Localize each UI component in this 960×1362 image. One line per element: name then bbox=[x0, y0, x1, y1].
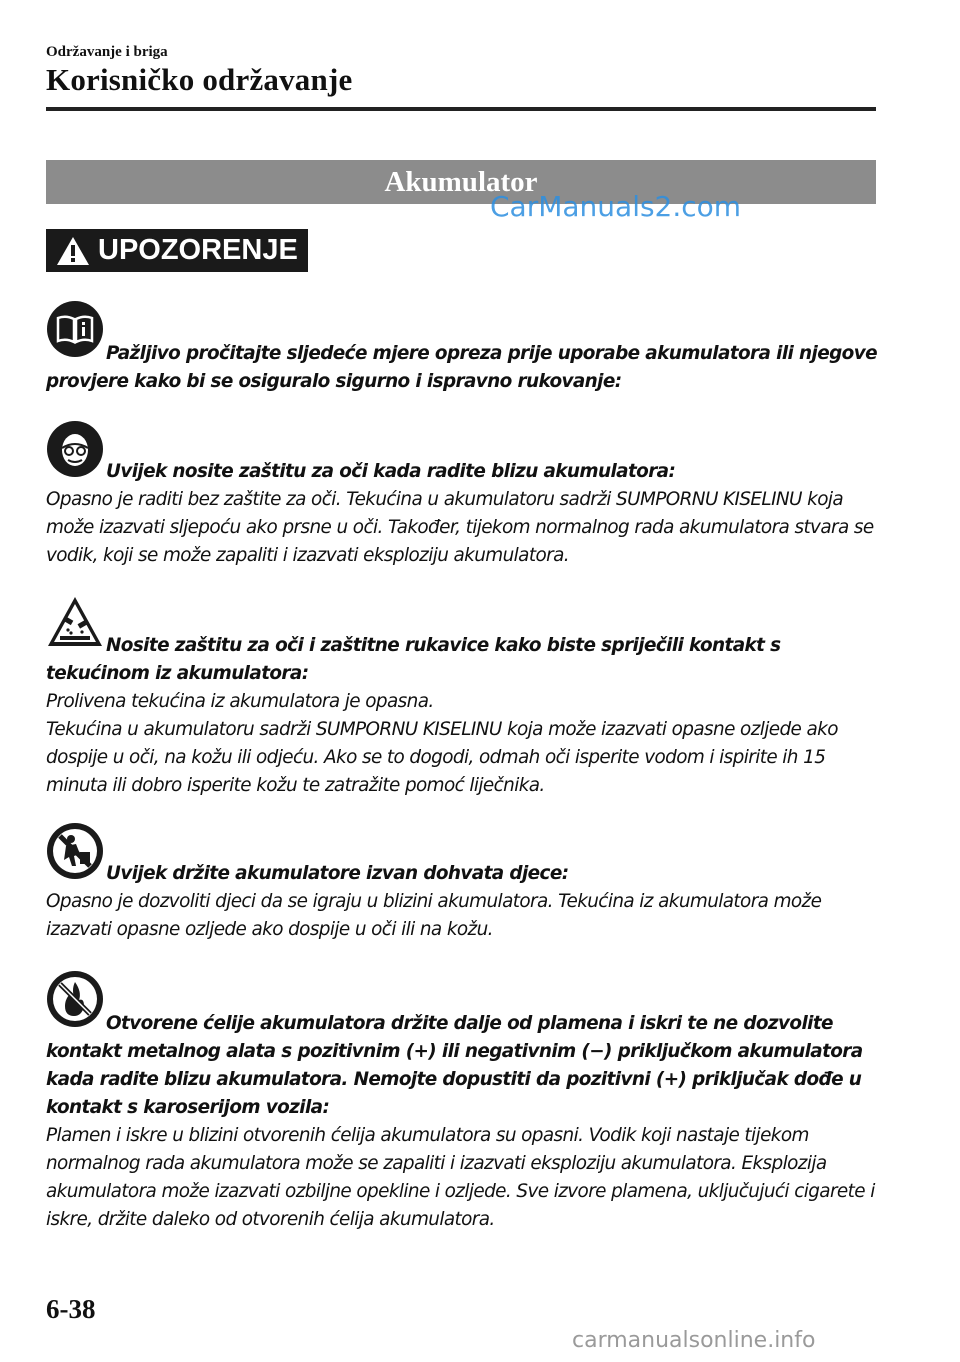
item-lead: Uvijek držite akumulatore izvan dohvata djece: bbox=[106, 863, 569, 884]
title-divider bbox=[46, 107, 876, 111]
warning-item-read-manual bbox=[46, 300, 886, 396]
page-title: Korisničko održavanje bbox=[46, 62, 353, 97]
eye-protection-icon bbox=[46, 420, 104, 478]
keep-away-children-icon bbox=[46, 822, 104, 880]
corrosive-hazard-icon bbox=[46, 594, 104, 652]
item-lead: Nosite zaštitu za oči i zaštitne rukavice kako biste spriječili kontakt s tekućinom iz akumulatora: bbox=[46, 635, 781, 684]
read-manual-icon bbox=[46, 300, 104, 358]
item-lead: Otvorene ćelije akumulatora držite dalje od plamena i iskri te ne dozvolite kontakt metalnog alata s pozitivnim (+) ili negativnim (−) priključkom akumulatora kada radite blizu akumulatora. Nemojte dopustiti da pozitivni (+) priključak dođe u kontakt s karoserijom vozila: bbox=[46, 1013, 863, 1118]
warning-triangle-icon bbox=[56, 235, 90, 267]
page-number: 6-38 bbox=[46, 1294, 96, 1324]
warning-item-no-flame bbox=[46, 970, 886, 1234]
item-body: Plamen i iskre u blizini otvorenih ćelija akumulatora su opasni. Vodik koji nastaje tijekom normalnog rada akumulatora može se zapaliti i izazvati eksploziju akumulatora. Eksplozija akumulatora može izazvati ozbiljne opekline i ozljede. Sve izvore plamena, uključujući cigarete i iskre, držite daleko od otvorenih ćelija akumulatora. bbox=[46, 1125, 875, 1230]
warning-label: UPOZORENJE bbox=[98, 234, 298, 266]
section-header: Akumulator bbox=[46, 160, 876, 204]
breadcrumb: Održavanje i briga bbox=[46, 44, 168, 60]
warning-item-eye-protection bbox=[46, 420, 886, 570]
no-open-flame-icon bbox=[46, 970, 104, 1028]
warning-badge bbox=[46, 229, 308, 272]
item-lead: Pažljivo pročitajte sljedeće mjere opreza prije uporabe akumulatora ili njegove provjere kako bi se osiguralo sigurno i ispravno rukovanje: bbox=[46, 343, 877, 392]
warning-item-corrosive bbox=[46, 594, 886, 800]
watermark-top: CarManuals2.com bbox=[490, 190, 742, 223]
warning-item-children bbox=[46, 822, 886, 944]
item-body: Opasno je dozvoliti djeci da se igraju u blizini akumulatora. Tekućina iz akumulatora može izazvati opasne ozljede ako dospije u oči ili na kožu. bbox=[46, 891, 822, 940]
watermark-bottom: carmanualsonline.info bbox=[572, 1328, 816, 1353]
item-lead: Uvijek nosite zaštitu za oči kada radite blizu akumulatora: bbox=[106, 461, 676, 482]
item-body: Prolivena tekućina iz akumulatora je opasna. Tekućina u akumulatoru sadrži SUMPORNU KISELINU koja može izazvati opasne ozljede ako dospije u oči, na kožu ili odjeću. Ako se to dogodi, odmah oči isperite vodom i ispirite ih 15 minuta ili dobro isperite kožu te zatražite pomoć liječnika. bbox=[46, 691, 838, 796]
item-body: Opasno je raditi bez zaštite za oči. Tekućina u akumulatoru sadrži SUMPORNU KISELINU koja može izazvati sljepoću ako prsne u oči. Također, tijekom normalnog rada akumulatora stvara se vodik, koji se može zapaliti i izazvati eksploziju akumulatora. bbox=[46, 489, 874, 566]
